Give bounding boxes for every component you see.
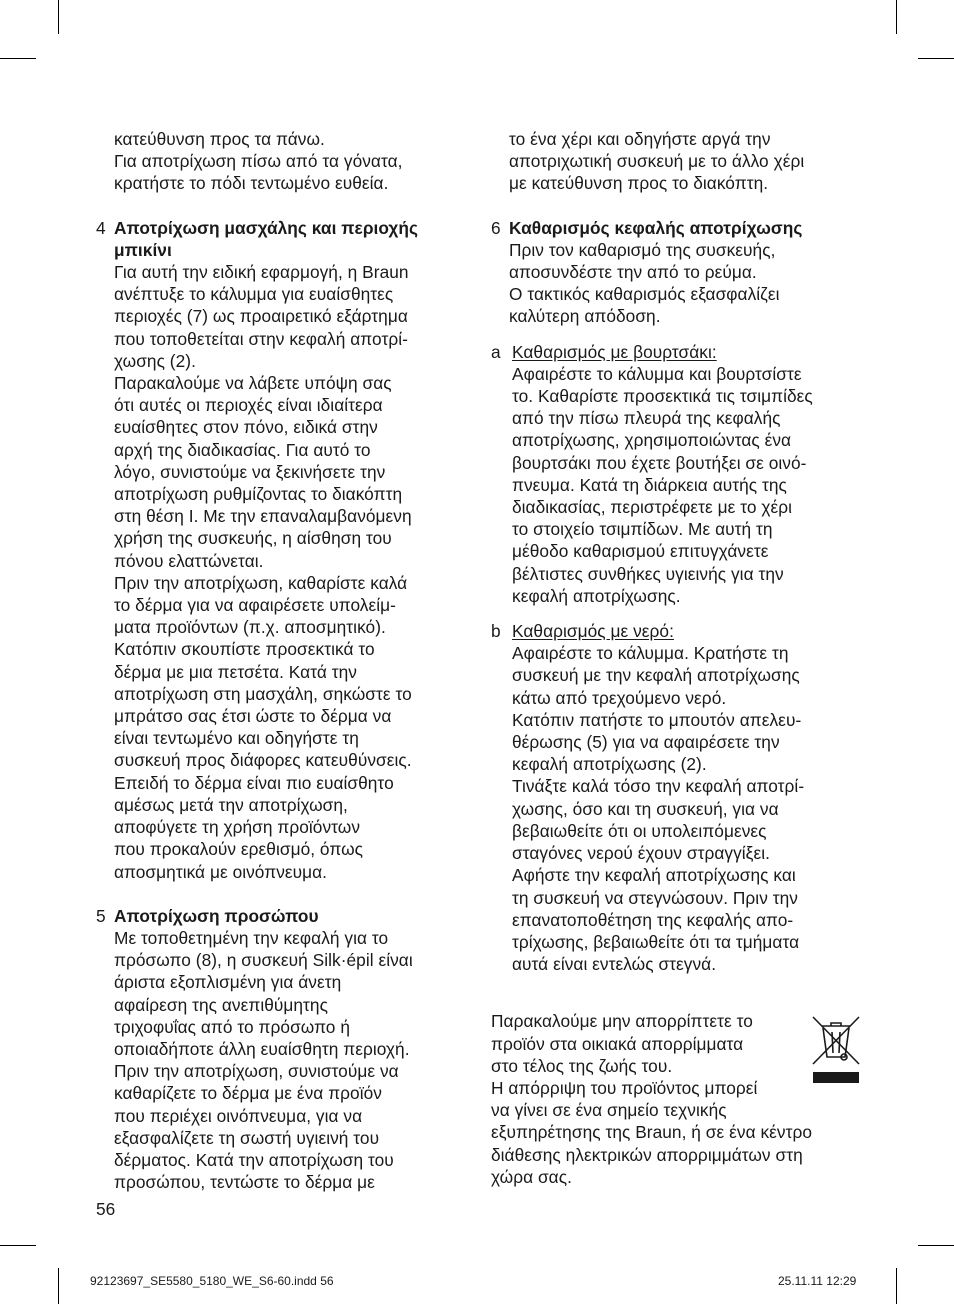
intro-paragraph — [491, 128, 871, 195]
text-line: Τινάξτε καλά τόσο την κεφαλή αποτρί- — [512, 776, 805, 797]
text-line: αποσυνδέστε την από το ρεύμα. — [509, 262, 757, 283]
text-line: άριστα εξοπλισμένη για άνετη — [114, 972, 342, 993]
section-body — [509, 239, 871, 328]
text-line: επανατοποθέτηση της κεφαλής απο- — [512, 909, 794, 930]
text-line: αποτρίχωσης, χρησιμοποιώντας ένα — [512, 430, 792, 451]
text-line: Με τοποθετημένη την κεφαλή για το — [114, 927, 389, 948]
text-line: αποτριχωτική συσκευή με το άλλο χέρι — [509, 151, 805, 172]
text-line: αφαίρεση της ανεπιθύμητης — [114, 994, 328, 1015]
text-line: Πριν την αποτρίχωση, συνιστούμε να — [114, 1061, 399, 1082]
text-line: κρατήστε το πόδι τεντωμένο ευθεία. — [114, 173, 389, 194]
text-line: Για αυτή την ειδική εφαρμογή, η Braun — [114, 262, 409, 283]
section-body — [114, 261, 472, 883]
crop-mark — [58, 0, 59, 34]
text-line: βέλτιστες συνθήκες υγιεινής για την — [512, 563, 784, 584]
text-line: τριχοφυΐας από το πρόσωπο ή — [114, 1016, 350, 1037]
section-title: μπικίνι — [114, 239, 172, 260]
text-line: αυτά είναι εντελώς στεγνά. — [512, 954, 717, 975]
text-line: πόνου ελαττώνεται. — [114, 550, 264, 571]
text-line: λόγο, συνιστούμε να ξεκινήσετε την — [114, 461, 386, 482]
text-line: στο τέλος της ζωής του. — [491, 1055, 673, 1076]
text-line: να γίνει σε ένα σημείο τεχνικής — [491, 1100, 727, 1121]
subsection-letter: a — [491, 341, 501, 362]
text-line: χώρα σας. — [491, 1166, 572, 1187]
text-line: κατεύθυνση προς τα πάνω. — [114, 129, 325, 149]
text-line: οποιαδήποτε άλλη ευαίσθητη περιοχή. — [114, 1038, 410, 1059]
section-title: Αποτρίχωση προσώπου — [114, 905, 319, 926]
crop-mark — [896, 0, 897, 34]
text-line: ματα προϊόντων (π.χ. αποσμητικό). — [114, 617, 386, 638]
text-line: χωσης, όσο και τη συσκευή, για να — [512, 798, 779, 819]
text-line: τη συσκευή να στεγνώσουν. Πριν την — [512, 887, 798, 908]
text-line: ευαίσθητες στον πόνο, ειδικά στην — [114, 417, 378, 438]
crop-mark — [918, 58, 954, 59]
text-line: με κατεύθυνση προς το διακόπτη. — [509, 173, 769, 194]
text-line: το ένα χέρι και οδηγήστε αργά την — [509, 129, 771, 149]
text-line: Αφήστε την κεφαλή αποτρίχωσης και — [512, 865, 796, 886]
text-line: χρήση της συσκευής, η αίσθηση του — [114, 528, 392, 549]
text-line: το δέρμα για να αφαιρέσετε υπολείμ- — [114, 595, 396, 616]
text-line: βεβαιωθείτε ότι οι υπολειπόμενες — [512, 820, 767, 841]
text-line: είναι τεντωμένο και οδηγήστε τη — [114, 728, 359, 749]
text-line: αποφύγετε τη χρήση προϊόντων — [114, 817, 361, 838]
text-line: εξυπηρέτησης της Braun, ή σε ένα κέντρο — [491, 1122, 813, 1143]
text-line: Πριν την αποτρίχωση, καθαρίστε καλά — [114, 572, 408, 593]
subsection-a — [491, 341, 871, 607]
text-line: διάθεσης ηλεκτρικών απορριμμάτων στη — [491, 1144, 803, 1165]
text-line: καθαρίζετε το δέρμα με ένα προϊόν — [114, 1083, 382, 1104]
text-line: αμέσως μετά την αποτρίχωση, — [114, 794, 348, 815]
text-line: Η απόρριψη του προϊόντος μπορεί — [491, 1077, 758, 1098]
section-number: 6 — [491, 217, 501, 238]
crop-mark — [896, 1268, 897, 1304]
text-line: το. Καθαρίστε προσεκτικά τις τσιμπίδες — [512, 386, 813, 407]
text-line: κεφαλή αποτρίχωσης. — [512, 585, 681, 606]
text-line: βουρτσάκι που έχετε βουτήξει σε οινό- — [512, 452, 807, 473]
section-title: Καθαρισμός κεφαλής αποτρίχωσης — [509, 217, 803, 238]
text-line: Πριν τον καθαρισμό της συσκευής, — [509, 239, 776, 260]
crop-mark — [918, 1245, 954, 1246]
text-line: κάτω από τρεχούμενο νερό. — [512, 687, 727, 708]
text-line: Αφαιρέστε το κάλυμμα. Κρατήστε τη — [512, 643, 789, 664]
text-line: Κατόπιν πατήστε το μπουτόν απελευ- — [512, 709, 802, 730]
text-line: πρόσωπο (8), η συσκευή Silk·épil είναι — [114, 950, 413, 971]
text-line: μπράτσο σας έτσι ώστε το δέρμα να — [114, 706, 392, 727]
text-line: συσκευή προς διάφορες κατευθύνσεις. — [114, 750, 412, 771]
text-line: Για αποτρίχωση πίσω από τα γόνατα, — [114, 151, 403, 172]
crossed-out-wheelie-bin-icon — [810, 1014, 862, 1086]
subsection-title: Καθαρισμός με βουρτσάκι: — [512, 341, 717, 362]
text-line: χωσης (2). — [114, 350, 196, 371]
text-line: αποτρίχωση στη μασχάλη, σηκώστε το — [114, 683, 412, 704]
footer-timestamp: 25.11.11 12:29 — [778, 1274, 857, 1288]
intro-paragraph — [96, 128, 472, 195]
text-line: περιοχές (7) ως προαιρετικό εξάρτημα — [114, 306, 408, 327]
text-line: αποτρίχωση ρυθμίζοντας το διακόπτη — [114, 484, 403, 505]
text-line: Παρακαλούμε να λάβετε υπόψη σας — [114, 373, 392, 394]
text-line: που προκαλούν ερεθισμό, όπως — [114, 839, 363, 860]
text-line: συσκευή με την κεφαλή αποτρίχωσης — [512, 665, 800, 686]
text-line: αποσμητικά με οινόπνευμα. — [114, 861, 328, 882]
text-line: στη θέση I. Με την επαναλαμβανόμενη — [114, 506, 412, 527]
text-line: καλύτερη απόδοση. — [509, 306, 661, 327]
subsection-title: Καθαρισμός με νερό: — [512, 621, 674, 642]
footer-file-info: 92123697_SE5580_5180_WE_S6-60.indd 56 — [90, 1274, 334, 1288]
text-line: τρίχωσης, βεβαιωθείτε ότι τα τμήματα — [512, 931, 800, 952]
text-line: σταγόνες νερού έχουν στραγγίξει. — [512, 843, 770, 864]
text-line: Παρακαλούμε μην απορρίπτετε το — [491, 1011, 753, 1032]
text-line: προϊόν στα οικιακά απορρίμματα — [491, 1033, 744, 1054]
text-line: δέρμα με μια πετσέτα. Κατά την — [114, 661, 357, 682]
text-line: που περιέχει οινόπνευμα, για να — [114, 1105, 363, 1126]
left-column — [96, 128, 472, 1193]
text-line: διαδικασίας, περιστρέφετε με το χέρι — [512, 497, 793, 518]
text-line: Αφαιρέστε το κάλυμμα και βουρτσίστε — [512, 363, 802, 384]
text-line: Επειδή το δέρμα είναι πιο ευαίσθητο — [114, 772, 394, 793]
section-4 — [96, 217, 472, 883]
text-line: κεφαλή αποτρίχωσης (2). — [512, 754, 707, 775]
text-line: αρχή της διαδικασίας. Για αυτό το — [114, 439, 371, 460]
section-6 — [491, 217, 871, 328]
text-line: Ο τακτικός καθαρισμός εξασφαλίζει — [509, 284, 780, 305]
crop-mark — [0, 58, 36, 59]
crop-mark — [58, 1268, 59, 1304]
text-line: που τοποθετείται στην κεφαλή αποτρί- — [114, 328, 408, 349]
text-line: εξασφαλίζετε τη σωστή υγιεινή του — [114, 1127, 380, 1148]
section-number: 4 — [96, 217, 106, 238]
subsection-b — [491, 620, 871, 975]
text-line: από την πίσω πλευρά της κεφαλής — [512, 408, 781, 429]
text-line: το στοιχείο τσιμπίδων. Με αυτή τη — [512, 519, 773, 540]
section-body — [114, 927, 472, 1193]
subsection-letter: b — [491, 621, 501, 642]
section-number: 5 — [96, 905, 106, 926]
text-line: μέθοδο καθαρισμού επιτυγχάνετε — [512, 541, 769, 562]
crop-mark — [0, 1245, 36, 1246]
text-line: Κατόπιν σκουπίστε προσεκτικά το — [114, 639, 375, 660]
text-line: πνευμα. Κατά τη διάρκεια αυτής της — [512, 474, 787, 495]
text-line: ανέπτυξε το κάλυμμα για ευαίσθητες — [114, 284, 394, 305]
text-line: θέρωσης (5) για να αφαιρέσετε την — [512, 732, 780, 753]
text-line: προσώπου, τεντώστε το δέρμα με — [114, 1172, 375, 1193]
section-title: Αποτρίχωση μασχάλης και περιοχής — [114, 217, 419, 238]
section-5 — [96, 905, 472, 1194]
text-line: ότι αυτές οι περιοχές είναι ιδιαίτερα — [114, 395, 383, 416]
page-number: 56 — [96, 1199, 116, 1219]
text-line: δέρματος. Κατά την αποτρίχωση του — [114, 1149, 394, 1170]
